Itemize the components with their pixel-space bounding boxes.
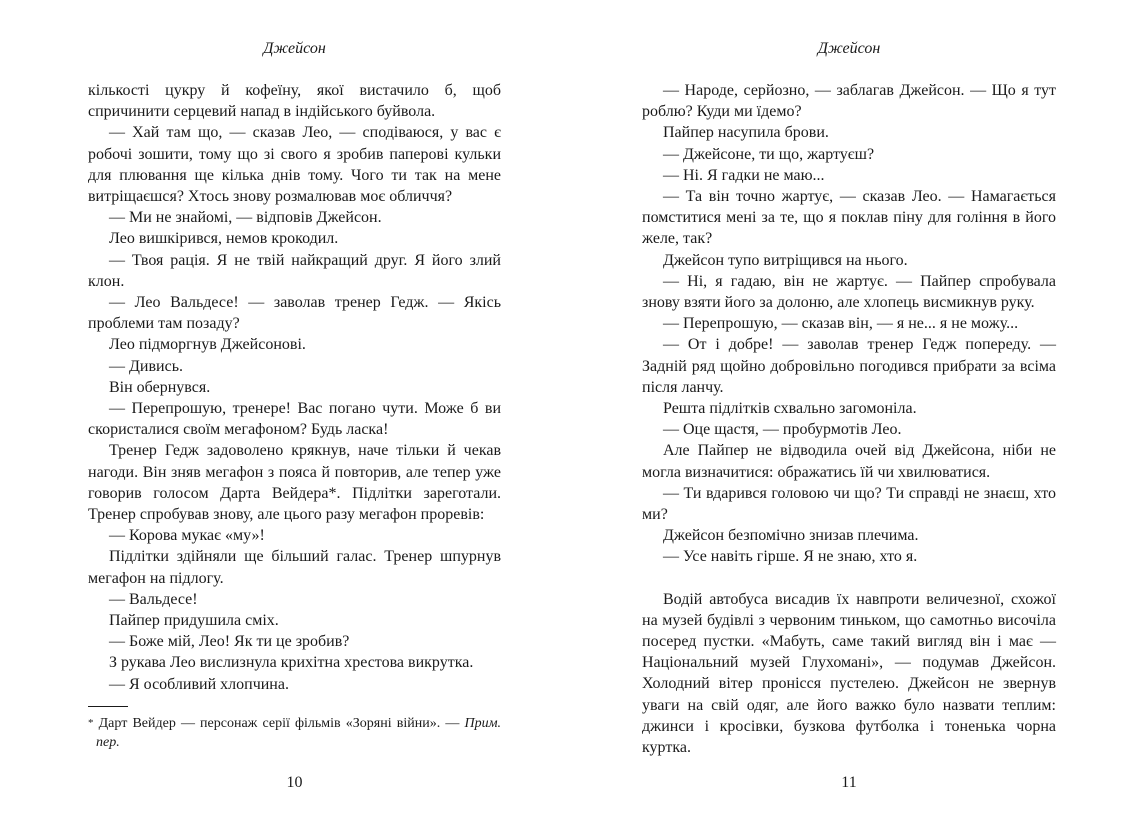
- paragraph: — Та він точно жартує, — сказав Лео. — Намагається помститися мені за те, що я поклав піну для гоління в його желе, так?: [642, 188, 1056, 248]
- paragraph: Пайпер насупила брови.: [663, 124, 829, 142]
- paragraph: — Хай там що, — сказав Лео, — сподіваюся, у вас є робочі зошити, тому що зі свого я зробив паперові кульки для плювання ще кілька днів тому. Чого ти так на мене витріщаєшся? Хтось знову розмалював моє обличчя?: [88, 124, 501, 206]
- paragraph: — Лео Вальдесе! — заволав тренер Гедж. — Якісь проблеми там позаду?: [88, 294, 501, 333]
- paragraph: Джейсон безпомічно знизав плечима.: [663, 527, 919, 545]
- footnote-mark: *: [88, 717, 94, 729]
- body-text: [642, 80, 1056, 758]
- paragraph: — Ти вдарився головою чи що? Ти справді не знаєш, хто ми?: [642, 484, 1056, 524]
- paragraph: — Народе, серйозно, — заблагав Джейсон. — Що я тут роблю? Куди ми їдемо?: [642, 82, 1056, 121]
- paragraph: Пайпер придушила сміх.: [109, 612, 279, 630]
- left-page: [88, 0, 501, 827]
- footnote-divider: [88, 706, 128, 707]
- body-text: [88, 80, 501, 695]
- paragraph: — Перепрошую, тренере! Вас погано чути. Може б ви скористалися своїм мегафоном? Будь ласка!: [88, 400, 501, 439]
- paragraph: — Ми не знайомі, — відповів Джейсон.: [109, 209, 382, 227]
- page-number: 11: [841, 774, 857, 791]
- paragraph: — Дивись.: [109, 357, 183, 375]
- paragraph: З рукава Лео вислизнула крихітна хрестова викрутка.: [109, 654, 474, 672]
- paragraph: Лео підморгнув Джейсонові.: [109, 336, 306, 354]
- paragraph: Він обернувся.: [109, 378, 211, 396]
- paragraph: Підлітки здійняли ще більший галас. Тренер шпурнув мегафон на підлогу.: [88, 548, 501, 587]
- paragraph: — Я особливий хлопчина.: [109, 675, 289, 693]
- right-page: [642, 0, 1056, 827]
- paragraph: кількості цукру й кофеїну, якої вистачило б, щоб спричинити серцевий напад в індійського буйвола.: [88, 82, 501, 121]
- footnote-text: Дарт Вейдер — персонаж серії фільмів «Зоряні війни». —: [98, 716, 460, 731]
- footnote-translator-note: Прим. пер.: [96, 716, 502, 750]
- paragraph: — Вальдесе!: [109, 590, 198, 608]
- paragraph: — Джейсоне, ти що, жартуєш?: [663, 145, 875, 163]
- footnote: [88, 714, 501, 752]
- paragraph: — Перепрошую, — сказав він, — я не... я не можу...: [663, 315, 1019, 333]
- paragraph: — Усе навіть гірше. Я не знаю, хто я.: [663, 548, 918, 566]
- paragraph: Водій автобуса висадив їх навпроти величезної, схожої на музей будівлі з червоним тиньком, що самотньо височіла посеред пустки. «Мабуть, саме такий вигляд він і має — Національний музей Глухомані», — подумав Джейсон. Холодний вітер пронісся пустелею. Джейсон не звернув уваги на свій одяг, але його важко було назвати теплим: джинси і кросівки, бузкова футболка і тоненька чорна куртка.: [642, 590, 1056, 757]
- paragraph: Решта підлітків схвально загомоніла.: [663, 400, 917, 418]
- paragraph: — Оце щастя, — пробурмотів Лео.: [663, 421, 902, 439]
- paragraph: Тренер Гедж задоволено крякнув, наче тільки й чекав нагоди. Він зняв мегафон з пояса й повторив, але тепер уже говорив голосом Дарта Вейдера*. Підлітки зареготали. Тренер спробував знову, але цього разу мегафон проревів:: [88, 442, 501, 524]
- paragraph: — Ні. Я гадки не маю...: [663, 166, 825, 184]
- paragraph: Джейсон тупо витріщився на нього.: [663, 251, 908, 269]
- paragraph: Але Пайпер не відводила очей від Джейсона, ніби не могла визначитися: ображатись їй чи хвилюватися.: [642, 442, 1056, 481]
- running-head: Джейсон: [817, 40, 881, 57]
- running-head: Джейсон: [263, 40, 326, 57]
- paragraph: — Твоя рація. Я не твій найкращий друг. Я його злий клон.: [88, 251, 501, 290]
- paragraph: — От і добре! — заволав тренер Гедж попереду. — Задній ряд щойно добровільно погодився прибрати за всіма після ланчу.: [642, 336, 1056, 396]
- paragraph: — Корова мукає «му»!: [109, 527, 265, 545]
- page-number: 10: [286, 774, 303, 791]
- paragraph: — Ні, я гадаю, він не жартує. — Пайпер спробувала знову взяти його за долоню, але хлопець висмикнув руку.: [642, 272, 1056, 312]
- paragraph: — Боже мій, Лео! Як ти це зробив?: [109, 633, 350, 651]
- paragraph: Лео вишкірився, немов крокодил.: [109, 230, 339, 248]
